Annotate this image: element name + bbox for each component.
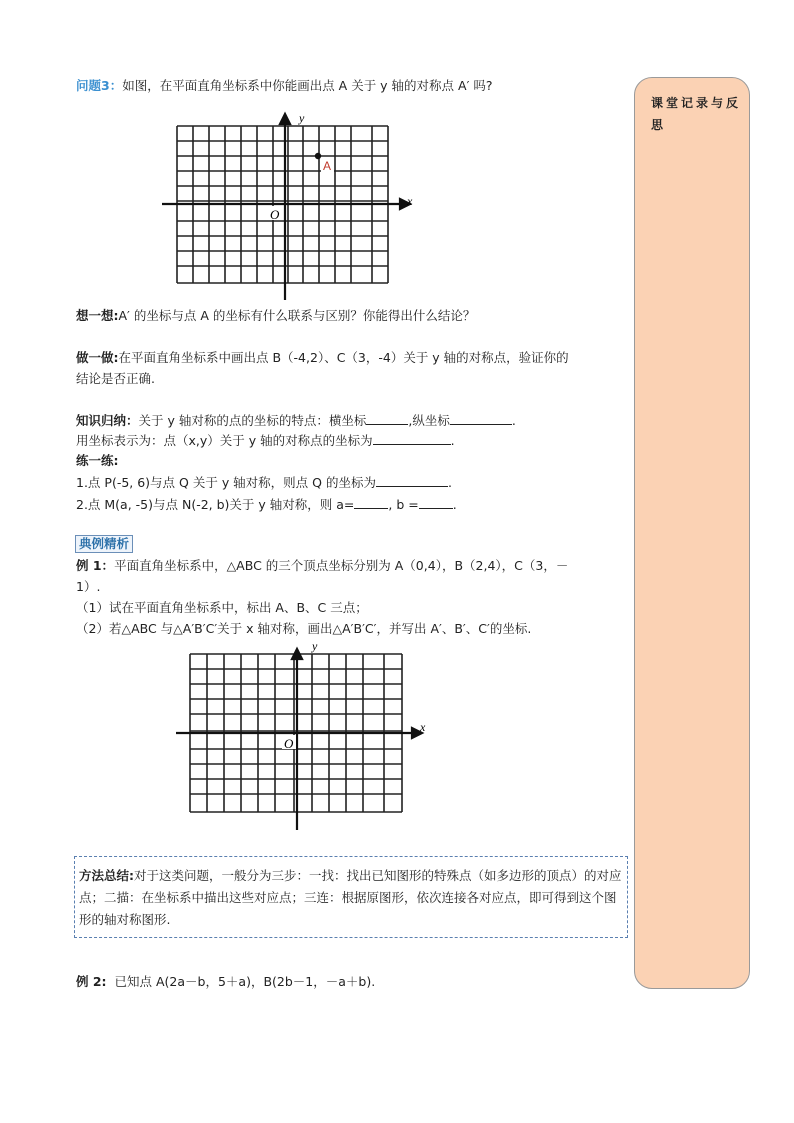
method-summary [79,865,625,931]
question-3-label: 问题3： [76,78,123,93]
question-3 [76,78,493,94]
practice-1-text: 1.点 P(-5, 6)与点 Q 关于 y 轴对称，则点 Q 的坐标为 [76,475,376,490]
blank-q[interactable] [376,474,448,487]
example-1-sub-1: （1）试在平面直角坐标系中，标出 A、B、C 三点； [76,600,368,615]
blank-coordinate[interactable] [373,432,451,445]
notes-sidebar [634,77,750,989]
think-label: 想一想: [76,308,119,323]
do-line-2: 结论是否正确. [76,371,155,386]
example-2-label: 例 2: [76,974,107,989]
method-summary-box [74,856,628,938]
practice-2-end: . [452,497,457,512]
summary-text-5: . [450,433,455,448]
example-1-line-2: 1）. [76,579,101,594]
section-tag: 典例精析 [75,535,133,553]
summary-text-3: . [511,413,516,428]
think-line [76,308,475,324]
graph2-y-label: y [312,639,318,653]
do-label: 做一做: [76,350,119,365]
blank-b[interactable] [419,496,453,509]
example-2-text: 已知点 A(2a－b，5＋a)，B(2b－1，－a＋b). [114,974,376,989]
summary-text-4: 用坐标表示为：点（x,y）关于 y 轴的对称点的坐标为 [76,433,373,448]
think-text: A′ 的坐标与点 A 的坐标有什么联系与区别？你能得出什么结论？ [118,308,476,323]
graph2-x-label: x [420,720,426,734]
method-text: 对于这类问题，一般分为三步：一找：找出已知图形的特殊点（如多边形的顶点）的对应点；二描：在坐标系中描出这些对应点；三连：根据原图形，依次连接各对应点，即可得到这个图形的轴对称图形. [79,868,622,927]
practice-2 [76,496,457,513]
practice-label: 练一练: [76,453,119,468]
graph2-origin-label: O [284,736,294,751]
practice-2-mid: , b = [388,497,419,512]
blank-a[interactable] [354,496,388,509]
example-1-text: 平面直角坐标系中，△ABC 的三个顶点坐标分别为 A（0,4），B（2,4），C（3，－ [114,558,569,573]
point-a-marker [315,153,321,159]
point-a-label: A [323,159,332,173]
blank-y[interactable] [450,412,512,425]
question-3-text: 如图，在平面直角坐标系中你能画出点 A 关于 y 轴的对称点 A′ 吗? [122,78,493,93]
example-1-sub-2: （2）若△ABC 与△A′B′C′关于 x 轴对称，画出△A′B′C′，并写出 A′、B′、C′的坐标. [76,621,532,636]
sidebar-title: 课堂记录与反思 [651,96,742,132]
coordinate-grid-1 [160,110,420,306]
method-label: 方法总结: [79,868,134,883]
graph1-origin-label: O [270,207,280,222]
summary-text-1: 关于 y 轴对称的点的坐标的特点：横坐标 [138,413,367,428]
practice-1 [76,474,452,491]
graph1-y-label: y [299,111,305,125]
do-text-1: 在平面直角坐标系中画出点 B（-4,2）、C（3，-4）关于 y 轴的对称点，验证你的 [118,350,569,365]
example-1-line-1 [76,558,568,574]
summary-label: 知识归纳： [76,413,139,428]
summary-line-2 [76,432,455,449]
blank-x[interactable] [366,412,408,425]
coordinate-grid-2 [172,638,434,834]
graph1-x-label: x [407,194,413,208]
example-1-label: 例 1： [76,558,115,573]
summary-text-2: ,纵坐标 [408,413,450,428]
summary-line-1 [76,412,516,429]
practice-2-text: 2.点 M(a, -5)与点 N(-2, b)关于 y 轴对称，则 a= [76,497,355,512]
practice-1-end: . [447,475,452,490]
do-line-1 [76,350,569,366]
example-2 [76,974,375,990]
